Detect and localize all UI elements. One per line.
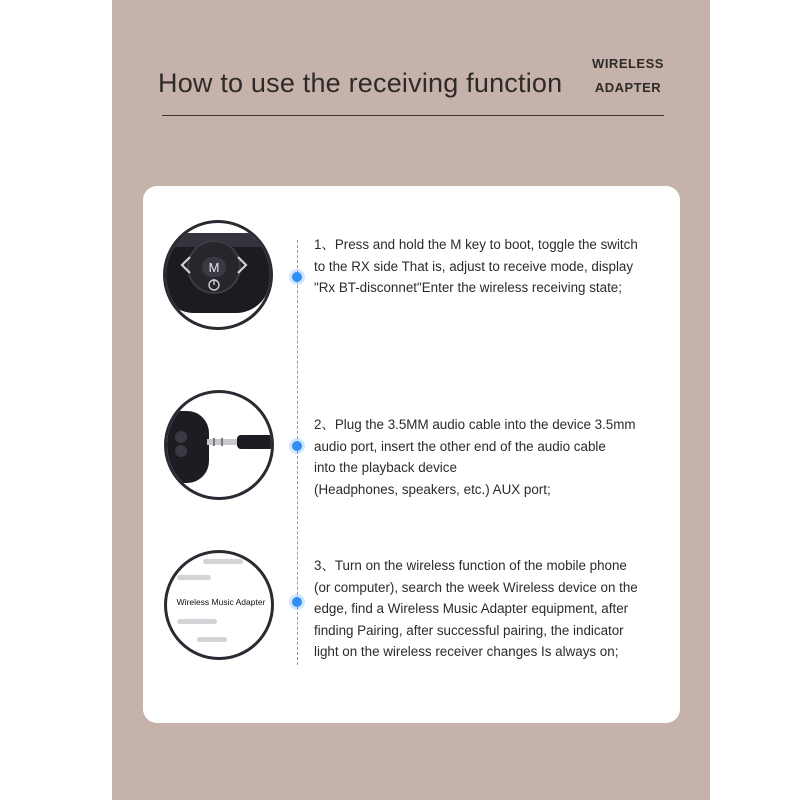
step-1-text [314, 234, 664, 299]
step-3-line: (or computer), search the week Wireless device on the [314, 579, 638, 595]
step-2-line: (Headphones, speakers, etc.) AUX port; [314, 481, 551, 497]
step-2-text [314, 414, 664, 500]
step-1-line: to the RX side That is, adjust to receive mode, display [314, 258, 634, 274]
wireless-music-adapter-entry: Wireless Music Adapter [176, 597, 266, 607]
step-2-marker [292, 441, 302, 451]
step-3-line: edge, find a Wireless Music Adapter equipment, after [314, 601, 629, 616]
audio-cable-plug [237, 435, 271, 449]
step-3-marker [292, 597, 302, 607]
step-2-line: 2、Plug the 3.5MM audio cable into the device 3.5mm [314, 417, 636, 432]
step-3-line: 3、Turn on the wireless function of the mobile phone [314, 558, 627, 573]
title-divider [162, 115, 664, 116]
step-2-image-audio-cable [164, 390, 274, 500]
device-buttons-illustration [166, 223, 270, 327]
step-2-line: into the playback device [314, 460, 457, 475]
step-3-text [314, 555, 664, 663]
brand-label [588, 52, 668, 100]
brand-line-2: ADAPTER [594, 80, 662, 95]
audio-cable-illustration [167, 393, 271, 497]
step-1-image-device-buttons [163, 220, 273, 330]
page-title: How to use the receiving function [158, 68, 563, 98]
step-3-image-pairing-list [164, 550, 274, 660]
step-1-line: "Rx BT-disconnet"Enter the wireless receiving state; [314, 280, 622, 295]
m-key-label: M [208, 260, 220, 275]
step-2-line: audio port, insert the other end of the audio cable [314, 438, 606, 454]
step-1-line: 1、Press and hold the M key to boot, toggle the switch [314, 237, 638, 252]
step-3-line: finding Pairing, after successful pairing, the indicator [314, 622, 624, 638]
step-3-line: light on the wireless receiver changes Is always on; [314, 644, 619, 659]
brand-line-1: WIRELESS [592, 56, 664, 71]
step-1-marker [292, 272, 302, 282]
